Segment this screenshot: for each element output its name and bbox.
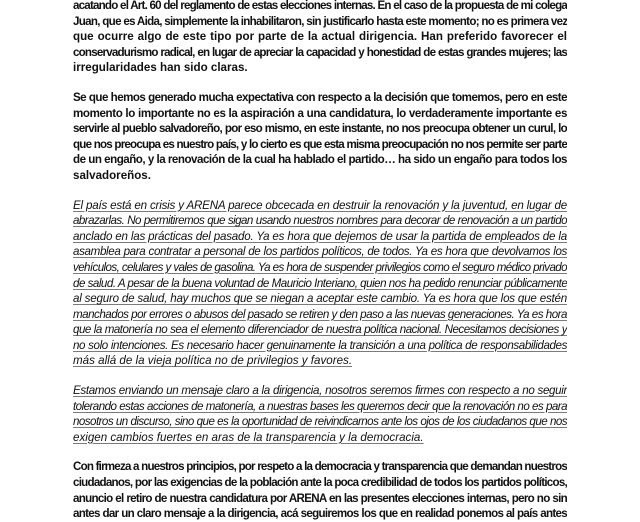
text-line: nosotros un discurso, sino que es la oportunidad de reivindicarnos ante los ojos de los ciudadanos que nos: [73, 415, 567, 429]
text-line: Juan, que es Aida, simplemente la inhabilitaron, sin justificarlo hasta este momento; no es primera vez: [73, 14, 567, 28]
text-line: al seguro de salud, hay muchos que se niegan a aceptar este cambio. Ya es hora que los que estén: [73, 292, 567, 306]
paragraph-2: [73, 90, 567, 184]
text-line: irregularidades han sido claras.: [73, 61, 248, 75]
paragraph-3: [73, 198, 567, 370]
text-line: asamblea para contratar a personal de los partidos políticos, de todos. Ya es hora que devolvamos los: [73, 245, 567, 259]
paragraph-gap: [73, 445, 567, 459]
text-line: manchados por errores o abusos del pasado se retiren y den paso a las nuevas generaciones. Ya es hora: [73, 307, 567, 321]
text-line: conservadurismo radical, en lugar de apreciar la capacidad y honestidad de estas grandes mujeres; las: [73, 45, 567, 59]
paragraph-gap: [73, 184, 567, 198]
text-line: antes dar un claro mensaje a la dirigencia, acá seguiremos los que en realidad ponemos al país antes: [73, 507, 567, 521]
text-line: abrazarlas. No permitiremos que sigan usando nuestros nombres para decorar de renovación a un partido: [73, 214, 567, 228]
text-line: tolerando estas acciones de matonería, a nuestras bases les queremos decir que la renovación no es para: [73, 399, 567, 413]
text-line: anclado en las prácticas del pasado. Ya es hora que dejemos de usar la partida de empleados de la: [73, 229, 567, 243]
text-line: ciudadanos, por las exigencias de la población ante la poca credibilidad de todos los partidos políticos,: [73, 476, 567, 490]
text-line: de un engaño, y la renovación de la cual ha hablado el partido… ha sido un engaño para todos los: [73, 153, 567, 167]
document-page: [73, 0, 567, 522]
paragraph-gap: [73, 76, 567, 90]
text-line: de salud. A pesar de la buena voluntad de Mauricio Interiano, quien nos ha pedido renunciar públicamente: [73, 276, 567, 290]
text-line: Estamos enviando un mensaje claro a la dirigencia, nosotros seremos firmes con respecto a no seguir: [73, 384, 567, 398]
text-line: acatando el Art. 60 del reglamento de estas elecciones internas. En el caso de la propuesta de mi colega: [73, 0, 567, 12]
text-line: El país está en crisis y ARENA parece obcecada en destruir la renovación y la juventud, en lugar de: [73, 198, 567, 212]
text-line: que la matonería no sea el elemento diferenciador de nuestra política nacional. Necesitamos decisiones y: [73, 323, 567, 337]
paragraph-1: [73, 0, 567, 76]
paragraph-gap: [73, 369, 567, 383]
text-line: servirle al pueblo salvadoreño, por eso mismo, en este instante, no nos preocupa obtener un curul, lo: [73, 122, 567, 136]
text-line: vehículos, celulares y vales de gasolina. Ya es hora de suspender privilegios como el seguro médico privado: [73, 260, 567, 274]
text-line: anuncio el retiro de nuestra candidatura por ARENA en las presentes elecciones internas, pero no sin: [73, 491, 567, 505]
paragraph-4: [73, 383, 567, 445]
text-line: Se que hemos generado mucha expectativa con respecto a la decisión que tomemos, pero en este: [73, 90, 567, 104]
text-line: más allá de la vieja política no de privilegios y favores.: [73, 354, 353, 368]
text-line: que ocurre algo de este tipo por parte de la actual dirigencia. Han preferido favorecer el: [73, 30, 567, 44]
paragraph-5: [73, 459, 567, 521]
text-line: no solo intenciones. Es necesario hacer genuinamente la transición a una política de responsabilidades: [73, 338, 567, 352]
text-line: salvadoreños.: [73, 168, 151, 182]
text-line: que nos preocupa es nuestro país, y lo cierto es que esta misma preocupación no nos permite ser parte: [73, 137, 567, 151]
text-line: exigen cambios fuertes en aras de la transparencia y la democracia.: [73, 430, 424, 444]
text-line: Con firmeza a nuestros principios, por respeto a la democracia y transparencia que demandan nuestros: [73, 460, 567, 474]
text-line: momento lo importante no es la aspiración a una candidatura, lo verdaderamente importante es: [73, 106, 567, 120]
